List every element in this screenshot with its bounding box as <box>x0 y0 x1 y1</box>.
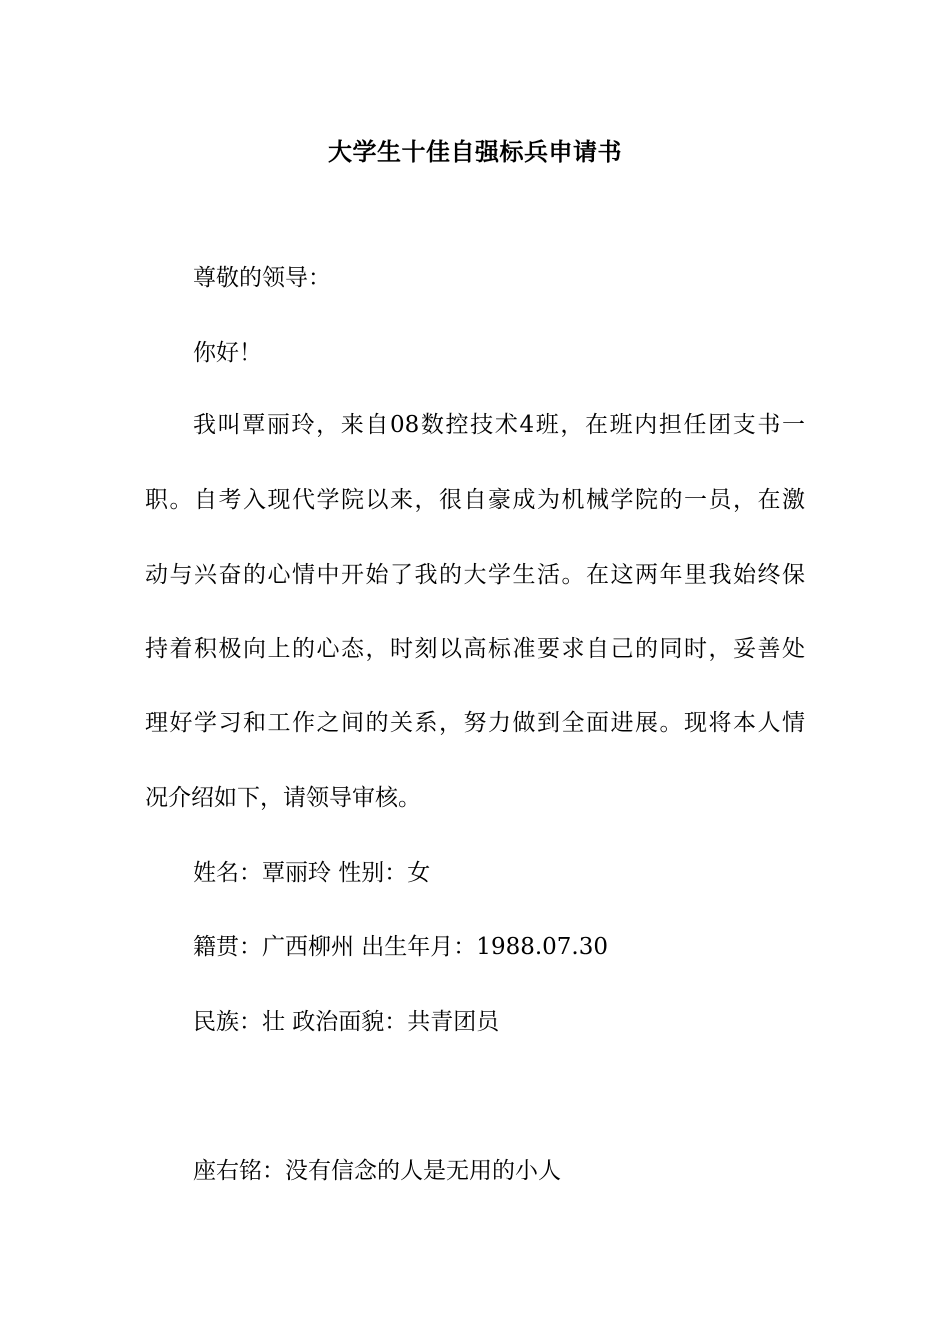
body-line-2: 职。自考入现代学院以来，很自豪成为机械学院的一员，在激 <box>145 487 805 513</box>
info-origin-birthdate: 籍贯：广西柳州 出生年月：1988.07.30 <box>193 934 608 960</box>
motto: 座右铭：没有信念的人是无用的小人 <box>193 1158 561 1184</box>
salutation: 尊敬的领导： <box>193 265 331 291</box>
body-line-4: 持着积极向上的心态，时刻以高标准要求自己的同时，妥善处 <box>145 636 805 662</box>
info-ethnicity-politics: 民族：壮 政治面貌：共青团员 <box>193 1009 500 1035</box>
greeting: 你好！ <box>193 340 262 366</box>
info-name-gender: 姓名：覃丽玲 性别：女 <box>193 860 431 886</box>
document-title: 大学生十佳自强标兵申请书 <box>328 138 622 166</box>
body-line-6: 况介绍如下，请领导审核。 <box>145 785 421 811</box>
body-line-3: 动与兴奋的心情中开始了我的大学生活。在这两年里我始终保 <box>145 562 805 588</box>
body-line-1: 我叫覃丽玲，来自08数控技术4班，在班内担任团支书一 <box>193 412 805 438</box>
body-line-5: 理好学习和工作之间的关系，努力做到全面进展。现将本人情 <box>145 710 805 736</box>
